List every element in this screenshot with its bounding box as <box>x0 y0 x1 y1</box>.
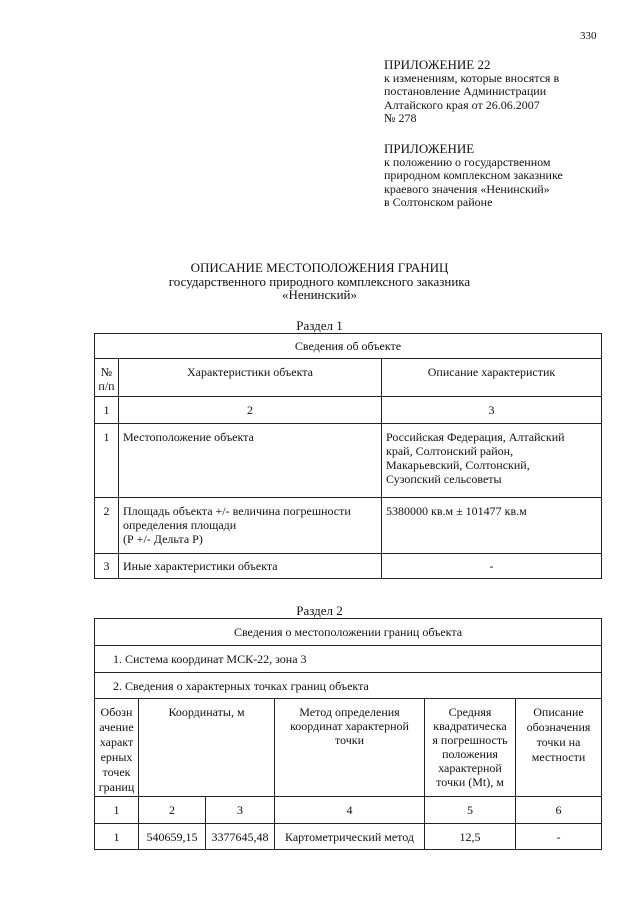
index-cell: 1 <box>95 397 119 424</box>
row-characteristic: Площадь объекта +/- величина погрешности определения площади (Р +/- Дельта Р) <box>119 498 382 554</box>
title-line-1: ОПИСАНИЕ МЕСТОПОЛОЖЕНИЯ ГРАНИЦ <box>190 260 449 275</box>
header-error: Средняя квадратическа я погрешность положения характерной точки (Mt), м <box>425 699 516 797</box>
row-description: - <box>382 554 602 579</box>
table-row <box>95 824 602 850</box>
header-method: Метод определения координат характерной точки <box>275 699 425 797</box>
section-1-table <box>94 333 602 579</box>
index-cell: 6 <box>516 797 602 824</box>
index-cell: 5 <box>425 797 516 824</box>
section-1-caption: Сведения об объекте <box>95 334 602 359</box>
row-num: 1 <box>95 424 119 498</box>
document-title <box>0 261 639 302</box>
error-value: 12,5 <box>425 824 516 850</box>
coordinate-y: 3377645,48 <box>206 824 275 850</box>
appendix-22-line: № 278 <box>384 111 417 125</box>
section-2-caption: Сведения о местоположении границ объекта <box>95 619 602 646</box>
appendix-line: в Солтонском районе <box>384 195 493 209</box>
table-row <box>95 498 602 554</box>
points-caption: 2. Сведения о характерных точках границ объекта <box>95 673 602 699</box>
row-num: 3 <box>95 554 119 579</box>
table-row <box>95 554 602 579</box>
header-description: Описание характеристик <box>382 359 602 397</box>
index-cell: 4 <box>275 797 425 824</box>
row-description: 5380000 кв.м ± 101477 кв.м <box>382 498 602 554</box>
index-cell: 2 <box>119 397 382 424</box>
row-characteristic: Местоположение объекта <box>119 424 382 498</box>
index-cell: 2 <box>139 797 206 824</box>
section-1-label: Раздел 1 <box>296 318 343 333</box>
header-num: № п/п <box>95 359 119 397</box>
appendix-block <box>384 142 563 210</box>
page-number: 330 <box>580 30 597 42</box>
index-cell: 1 <box>95 797 139 824</box>
appendix-22-line: постановление Администрации <box>384 84 547 98</box>
coordinate-system: 1. Система координат МСК-22, зона 3 <box>95 646 602 673</box>
row-characteristic: Иные характеристики объекта <box>119 554 382 579</box>
section-2-table <box>94 618 602 850</box>
header-characteristic: Характеристики объекта <box>119 359 382 397</box>
header-point-designation: Обозн ачение характ ерных точек границ <box>95 699 139 797</box>
appendix-heading: ПРИЛОЖЕНИЕ <box>384 141 475 156</box>
row-description: Российская Федерация, Алтайский край, Солтонский район, Макарьевский, Солтонский, Сузопский сельсоветы <box>382 424 602 498</box>
title-line-3: «Ненинский» <box>281 287 358 302</box>
table-row <box>95 424 602 498</box>
index-cell: 3 <box>206 797 275 824</box>
appendix-22-line: к изменениям, которые вносятся в <box>384 70 560 85</box>
index-cell: 3 <box>382 397 602 424</box>
section-2-label: Раздел 2 <box>296 603 343 618</box>
method-value: Картометрический метод <box>275 824 425 850</box>
appendix-line: краевого значения «Ненинский» <box>384 181 550 196</box>
appendix-line: природном комплексном заказнике <box>384 168 563 182</box>
header-coordinates: Координаты, м <box>139 699 275 797</box>
appendix-22-line: Алтайского края от 26.06.2007 <box>384 97 540 112</box>
appendix-22-heading: ПРИЛОЖЕНИЕ 22 <box>384 57 491 72</box>
point-id: 1 <box>95 824 139 850</box>
appendix-line: к положению о государственном <box>384 154 551 169</box>
appendix-22-block <box>384 58 559 126</box>
coordinate-x: 540659,15 <box>139 824 206 850</box>
row-num: 2 <box>95 498 119 554</box>
header-location: Описание обозначения точки на местности <box>516 699 602 797</box>
title-line-2: государственного природного комплексного заказника <box>168 273 471 289</box>
location-value: - <box>516 824 602 850</box>
